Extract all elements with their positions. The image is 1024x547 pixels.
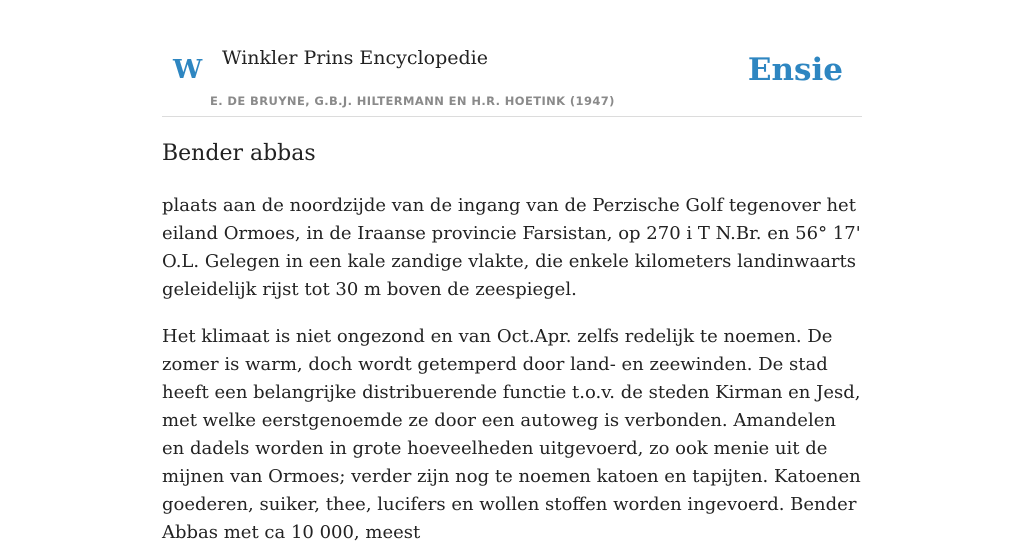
brand-logo-link[interactable]: Ensie bbox=[747, 52, 843, 88]
article bbox=[162, 138, 862, 547]
authors-line: E. DE BRUYNE, G.B.J. HILTERMANN EN H.R. HOETINK (1947) bbox=[210, 94, 615, 108]
site-logo[interactable]: W bbox=[173, 55, 203, 85]
article-paragraph: plaats aan de noordzijde van de ingang van de Perzische Golf tegenover het eiland Ormoes, in de Iraanse provincie Farsistan, op 270 i T N.Br. en 56° 17' O.L. Gelegen in een kale zandige vlakte, die enkele kilometers landinwaarts geleidelijk rijst tot 30 m boven de zeespiegel. bbox=[162, 195, 861, 300]
article-title: Bender abbas bbox=[162, 141, 316, 166]
site-header bbox=[162, 0, 862, 117]
article-paragraph: Het klimaat is niet ongezond en van Oct.Apr. zelfs redelijk te noemen. De zomer is warm, doch wordt getemperd door land- en zeewinden. De stad heeft een belangrijke distribuerende functie t.o.v. de steden Kirman en Jesd, met welke eerstgenoemde ze door een autoweg is verbonden. Amandelen en dadels worden in grote hoeveelheden uitgevoerd, zo ook menie uit de mijnen van Ormoes; verder zijn nog te noemen katoen en tapijten. Katoenen goederen, suiker, thee, lucifers en wollen stoffen worden ingevoerd. Bender Abbas met ca 10 000, meest bbox=[162, 326, 861, 543]
site-title[interactable]: Winkler Prins Encyclopedie bbox=[222, 47, 488, 69]
